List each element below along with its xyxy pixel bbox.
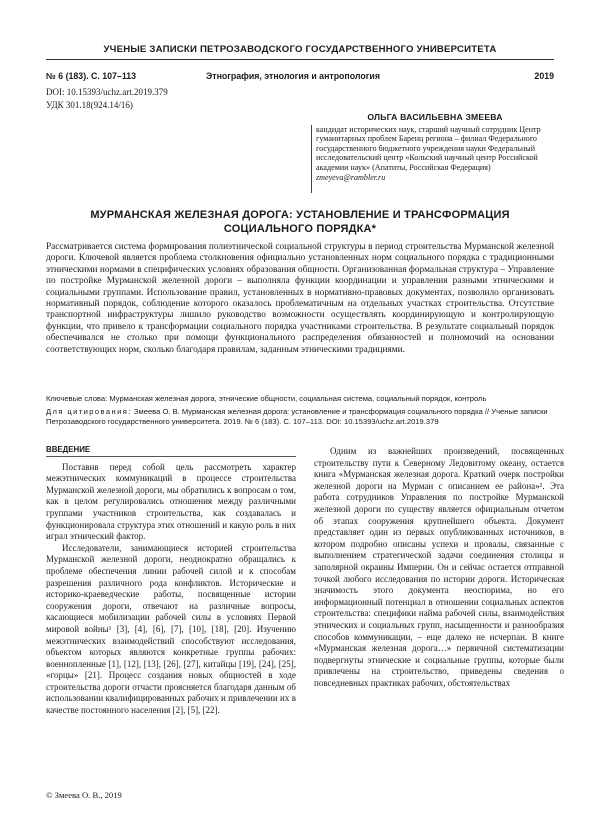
- author-name: ОЛЬГА ВАСИЛЬЕВНА ЗМЕЕВА: [367, 112, 503, 122]
- abstract: Рассматривается система формирования полиэтнической социальной структуры в период строительства Мурманской железной дороги. Ключевой является проблема столкновения официально установленных норм социального порядка с традиционными этническими нормами в специфических условиях образования общности. Организованная формальная структура – Управление по постройке Мурманской железной дороги – выполняла функции координации и управления разными этническими и социальными группами. Использование правил, установленных в нормативно-правовых документах, позволило организовать нормативный порядок, соблюдение которого оказалось проблематичным на отдельных участках строительства. Отсутствие транспортной инфраструктуры лишило руководство возможности осуществлять координирующую и контролирующую функции, что привело к трансформации социального порядка участниками строительства. В результате социальный порядок обеспечивался не столько при помощи функционального распределения обязанностей и полномочий на основании соответствующих норм, сколько благодаря правилам, заданным этническими традициями.: [46, 242, 554, 355]
- left-paragraph-2: Исследователи, занимающиеся историей строительства Мурманской железной дороги, неоднократно обращались к проблеме обеспечения линии рабочей силой и к способам разрешения различного рода конфликтов. Исторические и историко-краеведческие работы, посвященные истории сооружения дороги, отвечают на различные вопросы, касающиеся мобилизации рабочей силы в условиях Первой мировой войны¹ [3], [4], [6], [7], [10], [18], [20]. Изучению межэтнических взаимодействий способствуют исследования, объектом которых являются конкретные группы рабочих: военнопленные [1], [12], [13], [26], [27], китайцы [19], [24], [25], «горцы» [21]. Процесс создания новых общностей в ходе строительства дороги отчасти проясняется благодаря данным об использовании квалифицированных рабочих и привлечении их в качестве постоянного населения [2], [5], [22].: [46, 542, 296, 716]
- doi: DOI: 10.15393/uchz.art.2019.379: [46, 87, 168, 97]
- right-column: [314, 446, 564, 689]
- keywords: Ключевые слова: Мурманская железная дорога, этнические общности, социальная система, социальный порядок, контроль: [46, 394, 487, 403]
- udk: УДК 301.18(924.14/16): [46, 100, 133, 110]
- right-paragraph-1: Одним из важнейших произведений, посвященных строительству пути к Северному Ледовитому океану, остается книга «Мурманская железная дорога. Краткий очерк постройки железной дороги на Мурман с описанием ее района»². Эта работа сотрудников Управления по постройке Мурманской железной дороги по существу является официальным отчетом об этапах сооружения крупнейшего объекта. Документ представляет один из первых опубликованных источников, в котором подробно описаны успехи и провалы, связанные с выполнением стратегической задачи соединения столицы и заполярной окраины Империи. Он и сейчас остается отправной точкой любого исследования по истории дороги. Историческая значимость этого документа неоспорима, но его информационный потенциал в отношении социальных аспектов строительства: специфики найма рабочей силы, взаимодействия этнических и социальных групп, насыщенности и разнообразия способов коммуникации, – еще далеко не исчерпан. В книге «Мурманская железная дорога…» первичной систематизации подвергнуты этнические и социальные группы, которые были привлечены на строительство, приведены сведения о повседневных практиках рабочих, обстоятельствах: [314, 446, 564, 688]
- issue-year: 2019: [534, 71, 554, 81]
- citation-label: Для цитирования:: [46, 407, 132, 416]
- section-title: Этнография, этнология и антропология: [206, 71, 380, 81]
- author-block: [316, 113, 554, 182]
- author-email: zmeyeva@rambler.ru: [316, 172, 386, 182]
- author-bar: [311, 125, 312, 193]
- issue-line: [46, 71, 554, 84]
- copyright: © Змеева О. В., 2019: [46, 790, 122, 800]
- header-rule: [46, 59, 554, 60]
- issue-number: № 6 (183). С. 107–113: [46, 71, 137, 81]
- citation-text: Змеева О. В. Мурманская железная дорога: установление и трансформация социального порядка // Ученые записки Петрозаводского государственного университета. 2019. № 6 (183). С. 107–113. DOI: 10.15393/uchz.art.2019.379: [46, 407, 548, 426]
- journal-header: УЧЕНЫЕ ЗАПИСКИ ПЕТРОЗАВОДСКОГО ГОСУДАРСТВЕННОГО УНИВЕРСИТЕТА: [103, 44, 497, 55]
- left-paragraph-1: Поставив перед собой цель рассмотреть характер межэтнических коммуникаций в процессе строительства Мурманской железной дороги, мы обратились к вопросам о том, как в целом регулировались отношения между различными группами участников строительства, как создавалась и функционировала структура этих отношений и какую роль в них играл этнический фактор.: [46, 461, 296, 542]
- article-title: МУРМАНСКАЯ ЖЕЛЕЗНАЯ ДОРОГА: УСТАНОВЛЕНИЕ И ТРАНСФОРМАЦИЯ СОЦИАЛЬНОГО ПОРЯДКА*: [90, 209, 510, 235]
- citation: [46, 407, 554, 426]
- author-affiliation: кандидат исторических наук, старший научный сотрудник Центр гуманитарных проблем Баренц региона – филиал Федерального государственного бюджетного учреждения науки Федеральный исследовательский центр «Кольский научный центр Российской академии наук» (Апатиты, Российская Федерация): [316, 124, 541, 172]
- left-column: [46, 444, 296, 717]
- intro-heading: ВВЕДЕНИЕ: [46, 445, 91, 454]
